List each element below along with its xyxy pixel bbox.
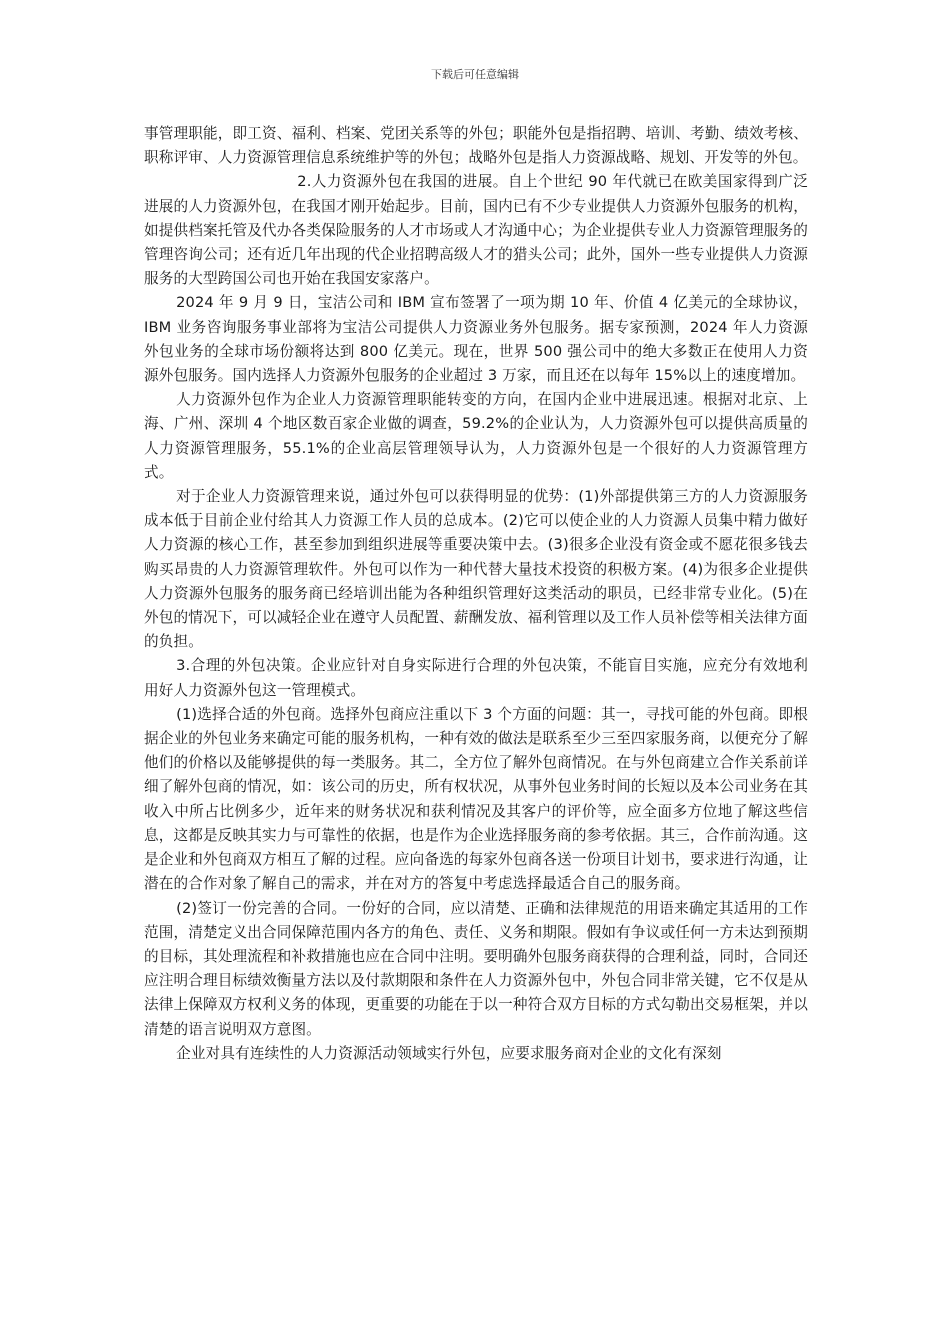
paragraph-section-3: 3.合理的外包决策。企业应针对自身实际进行合理的外包决策，不能盲目实施，应充分有效地利用好人力资源外包这一管理模式。 (144, 657, 808, 699)
paragraph-choose-vendor: (1)选择合适的外包商。选择外包商应注重以下 3 个方面的问题：其一，寻找可能的外包商。即根据企业的外包业务来确定可能的服务机构，一种有效的做法是联系至少三至四家服务商，以便充分了解他们的价格以及能够提供的每一类服务。其二，全方位了解外包商情况。在与外包商建立合作关系前详细了解外包商的情况，如：该公司的历史，所有权状况，从事外包业务时间的长短以及本公司业务在其收入中所占比例多少，近年来的财务状况和获利情况及其客户的评价等，应全面多方位地了解这些信息，这都是反映其实力与可靠性的依据，也是作为企业选择服务商的参考依据。其三，合作前沟通。这是企业和外包商双方相互了解的过程。应向备选的每家外包商各送一份项目计划书，要求进行沟通，让潜在的合作对象了解自己的需求，并在对方的答复中考虑选择最适合自己的服务商。 (144, 705, 808, 893)
paragraph-section-2: 2.人力资源外包在我国的进展。自上个世纪 90 年代就已在欧美国家得到广泛进展的人力资源外包，在我国才刚开始起步。目前，国内已有不少专业提供人力资源外包服务的机构，如提供档案托管及代办各类保险服务的人才市场或人才沟通中心；为企业提供专业人力资源管理服务的管理咨询公司；还有近几年出现的代企业招聘高级人才的猎头公司；此外，国外一些专业提供人力资源服务的大型跨国公司也开始在我国安家落户。 (144, 173, 808, 288)
paragraph-pg-ibm: 2024 年 9 月 9 日，宝洁公司和 IBM 宣布签署了一项为期 10 年、价值 4 亿美元的全球协议，IBM 业务咨询服务事业部将为宝洁公司提供人力资源业务外包服务。据专家预测，2024 年人力资源外包业务的全球市场份额将达到 800 亿美元。现在，世界 500 强公司中的绝大多数正在使用人力资源外包服务。国内选择人力资源外包服务的企业超过 3 万家，而且还在以每年 15%以上的速度增加。 (144, 294, 808, 385)
paragraph-culture: 企业对具有连续性的人力资源活动领域实行外包，应要求服务商对企业的文化有深刻 (176, 1044, 722, 1062)
document-body (144, 122, 808, 1066)
paragraph-advantages: 对于企业人力资源管理来说，通过外包可以获得明显的优势：(1)外部提供第三方的人力资源服务成本低于目前企业付给其人力资源工作人员的总成本。(2)它可以使企业的人力资源人员集中精力做好人力资源的核心工作，甚至参加到组织进展等重要决策中去。(3)很多企业没有资金或不愿花很多钱去购买昂贵的人力资源管理软件。外包可以作为一种代替大量技术投资的积极方案。(4)为很多企业提供人力资源外包服务的服务商已经培训出能为各种组织管理好这类活动的职员，已经非常专业化。(5)在外包的情况下，可以减轻企业在遵守人员配置、薪酬发放、福利管理以及工作人员补偿等相关法律方面的负担。 (144, 488, 808, 651)
page-header: 下载后可任意编辑 (431, 68, 519, 81)
paragraph-survey: 人力资源外包作为企业人力资源管理职能转变的方向，在国内企业中进展迅速。根据对北京、上海、广州、深圳 4 个地区数百家企业做的调查，59.2%的企业认为，人力资源外包可以提供高质量的人力资源管理服务，55.1%的企业高层管理领导认为，人力资源外包是一个很好的人力资源管理方式。 (144, 391, 808, 481)
paragraph-continuation: 事管理职能，即工资、福利、档案、党团关系等的外包；职能外包是指招聘、培训、考勤、绩效考核、职称评审、人力资源管理信息系统维护等的外包；战略外包是指人力资源战略、规划、开发等的外包。 (144, 125, 808, 167)
paragraph-contract: (2)签订一份完善的合同。一份好的合同，应以清楚、正确和法律规范的用语来确定其适用的工作范围，清楚定义出合同保障范围内各方的角色、责任、义务和期限。假如有争议或任何一方未达到预期的目标，其处理流程和补救措施也应在合同中注明。要明确外包服务商获得的合理利益，同时，合同还应注明合理目标绩效衡量方法以及付款期限和条件在人力资源外包中，外包合同非常关键，它不仅是从法律上保障双方权利义务的体现，更重要的功能在于以一种符合双方目标的方式勾勒出交易框架，并以清楚的语言说明双方意图。 (144, 899, 808, 1038)
